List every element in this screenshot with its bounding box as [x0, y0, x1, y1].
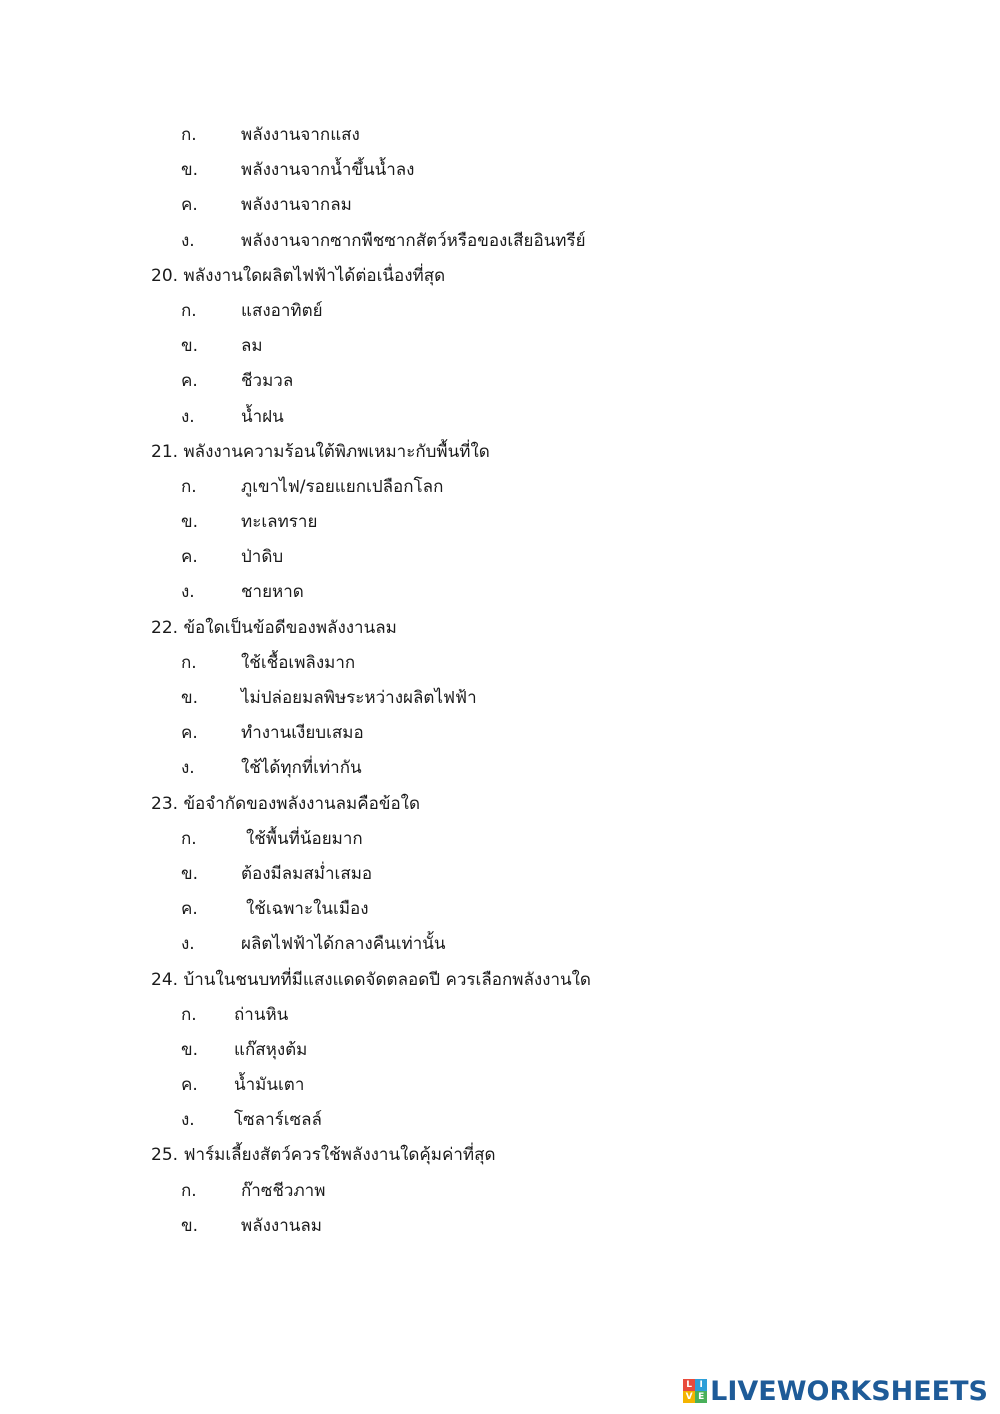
answer-choice [0, 470, 1000, 505]
answer-choice [0, 1174, 1000, 1209]
choice-letter: ค. [181, 195, 198, 216]
choice-text: ภูเขาไฟ/รอยแยกเปลือกโลก [241, 476, 444, 497]
answer-choice [0, 646, 1000, 681]
choice-text: ชีวมวล [241, 371, 294, 392]
answer-choice [0, 118, 1000, 153]
answer-choice [0, 153, 1000, 188]
question-text: 20. พลังงานใดผลิตไฟฟ้าได้ต่อเนื่องที่สุด [151, 265, 446, 286]
answer-choice [0, 1033, 1000, 1068]
choice-letter: ก. [181, 125, 197, 145]
answer-choice [0, 1103, 1000, 1138]
logo-icon-cell: I [695, 1379, 707, 1391]
answer-choice [0, 505, 1000, 540]
answer-choice [0, 575, 1000, 610]
logo-icon-cell: E [695, 1391, 707, 1403]
choice-text: น้ำมันเตา [234, 1075, 305, 1096]
choice-text: พลังงานจากแสง [241, 125, 360, 145]
answer-choice [0, 998, 1000, 1033]
answer-choice [0, 540, 1000, 575]
choice-letter: ง. [181, 230, 195, 251]
question-list [0, 118, 1000, 1244]
answer-choice [0, 822, 1000, 857]
choice-letter: ก. [181, 476, 197, 497]
question-text: 23. ข้อจำกัดของพลังงานลมคือข้อใด [151, 793, 421, 814]
question-text: 25. ฟาร์มเลี้ยงสัตว์ควรใช้พลังงานใดคุ้มค่าที่สุด [151, 1145, 496, 1166]
choice-letter: ก. [181, 1180, 197, 1201]
choice-text: แก๊สหุงต้ม [234, 1039, 308, 1060]
choice-text: โซลาร์เซลล์ [234, 1110, 322, 1131]
choice-text: ถ่านหิน [234, 1004, 289, 1025]
choice-text: ลม [241, 336, 263, 357]
choice-letter: ข. [181, 512, 199, 533]
answer-choice [0, 364, 1000, 399]
choice-text: ทำงานเงียบเสมอ [241, 723, 364, 744]
answer-choice [0, 892, 1000, 927]
choice-letter: ข. [181, 688, 199, 708]
choice-text: ต้องมีลมสม่ำเสมอ [241, 863, 373, 884]
answer-choice [0, 681, 1000, 716]
answer-choice [0, 224, 1000, 259]
choice-letter: ง. [181, 406, 195, 427]
choice-text: ชายหาด [241, 582, 304, 603]
answer-choice [0, 400, 1000, 435]
choice-letter: ข. [181, 336, 199, 357]
choice-letter: ง. [181, 934, 195, 955]
answer-choice [0, 1068, 1000, 1103]
choice-letter: ค. [181, 371, 198, 392]
choice-text: ใช้ได้ทุกที่เท่ากัน [241, 758, 362, 779]
logo-icon-cell: V [683, 1391, 695, 1403]
choice-letter: ข. [181, 863, 199, 884]
logo-icon [683, 1379, 707, 1403]
choice-letter: ข. [181, 1039, 199, 1060]
choice-letter: ค. [181, 547, 198, 568]
question-text: 22. ข้อใดเป็นข้อดีของพลังงานลม [151, 617, 397, 638]
choice-text: ป่าดิบ [241, 547, 284, 568]
choice-text: ทะเลทราย [241, 512, 318, 533]
choice-text: พลังงานจากซากพืชซากสัตว์หรือของเสียอินทรีย์ [241, 230, 586, 251]
choice-letter: ก. [181, 1004, 197, 1025]
choice-text: ผลิตไฟฟ้าได้กลางคืนเท่านั้น [241, 934, 446, 955]
choice-letter: ข. [181, 160, 199, 181]
choice-text: ใช้เชื้อเพลิงมาก [241, 652, 356, 673]
choice-text: แสงอาทิตย์ [241, 300, 323, 321]
answer-choice [0, 294, 1000, 329]
answer-choice [0, 857, 1000, 892]
choice-letter: ก. [181, 652, 197, 673]
choice-text: ใช้เฉพาะในเมือง [246, 899, 369, 920]
choice-text: พลังงานจากน้ำขึ้นน้ำลง [241, 160, 415, 181]
choice-letter: ข. [181, 1215, 199, 1236]
choice-letter: ก. [181, 300, 197, 321]
choice-text: ใช้พื้นที่น้อยมาก [246, 828, 363, 849]
choice-letter: ก. [181, 828, 197, 849]
logo-icon-cell: L [683, 1379, 695, 1391]
logo-text: LIVEWORKSHEETS [710, 1375, 988, 1407]
choice-letter: ค. [181, 899, 198, 920]
liveworksheets-logo [683, 1374, 988, 1408]
answer-choice [0, 1209, 1000, 1244]
answer-choice [0, 329, 1000, 364]
choice-text: พลังงานจากลม [241, 195, 352, 216]
choice-text: พลังงานลม [241, 1215, 323, 1236]
choice-letter: ค. [181, 1075, 198, 1096]
answer-choice [0, 716, 1000, 751]
answer-choice [0, 927, 1000, 962]
choice-letter: ง. [181, 582, 195, 603]
choice-letter: ค. [181, 723, 198, 744]
choice-text: ก๊าซชีวภาพ [241, 1180, 326, 1201]
choice-text: น้ำฝน [241, 406, 284, 427]
choice-text: ไม่ปล่อยมลพิษระหว่างผลิตไฟฟ้า [241, 688, 477, 708]
question-text: 24. บ้านในชนบทที่มีแสงแดดจัดตลอดปี ควรเลือกพลังงานใด [151, 969, 591, 990]
answer-choice [0, 188, 1000, 223]
answer-choice [0, 751, 1000, 786]
choice-letter: ง. [181, 1110, 195, 1131]
question-text: 21. พลังงานความร้อนใต้พิภพเหมาะกับพื้นที่ใด [151, 441, 490, 462]
choice-letter: ง. [181, 758, 195, 779]
